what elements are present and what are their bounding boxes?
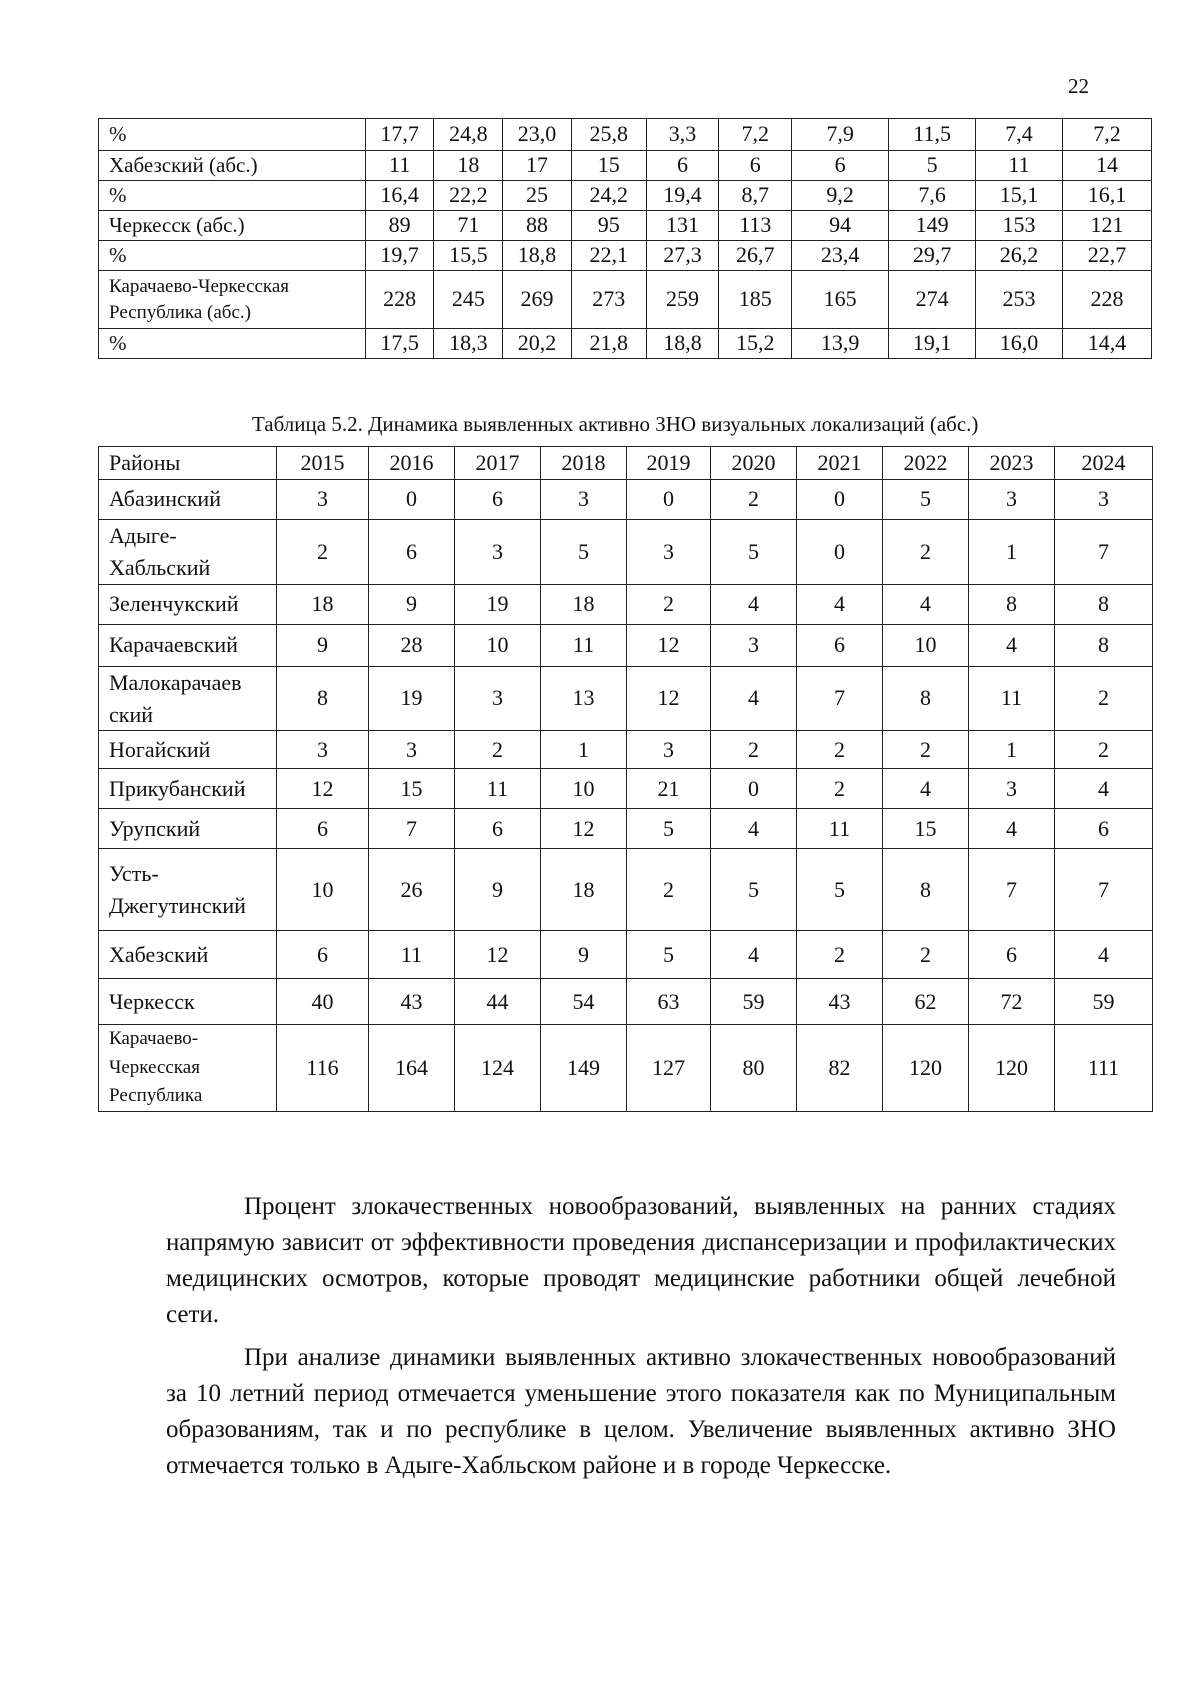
cell-value: 5 <box>541 519 627 584</box>
cell-value: 62 <box>883 979 969 1025</box>
cell-value: 3 <box>711 624 797 666</box>
cell-value: 149 <box>889 211 976 241</box>
cell-value: 6 <box>277 809 369 849</box>
cell-value: 7 <box>369 809 455 849</box>
cell-value: 19 <box>455 584 541 624</box>
cell-value: 23,0 <box>503 119 572 151</box>
cell-value: 18 <box>541 584 627 624</box>
row-label: % <box>99 181 366 211</box>
row-label <box>99 1025 277 1112</box>
cell-value: 20,2 <box>503 329 572 359</box>
cell-value: 15 <box>571 151 646 181</box>
cell-value: 23,4 <box>792 241 889 271</box>
cell-value: 4 <box>883 584 969 624</box>
row-label-line: Карачаево-Черкесская <box>109 275 290 297</box>
cell-value: 4 <box>969 809 1055 849</box>
cell-value: 5 <box>627 809 711 849</box>
cell-value: 17 <box>503 151 572 181</box>
cell-value: 80 <box>711 1025 797 1112</box>
cell-value: 94 <box>792 211 889 241</box>
cell-value: 72 <box>969 979 1055 1025</box>
cell-value: 7,2 <box>1062 119 1151 151</box>
cell-value: 11 <box>797 809 883 849</box>
row-label <box>99 769 277 809</box>
cell-value: 4 <box>711 931 797 979</box>
row-label-line: Черкесск <box>109 989 195 1014</box>
cell-value: 3 <box>277 731 369 769</box>
cell-value: 5 <box>883 479 969 519</box>
cell-value: 44 <box>455 979 541 1025</box>
cell-value: 228 <box>1062 271 1151 329</box>
cell-value: 26,2 <box>976 241 1063 271</box>
table-visual-localizations <box>98 446 1153 1112</box>
cell-value: 2 <box>797 769 883 809</box>
cell-value: 16,4 <box>365 181 434 211</box>
cell-value: 11 <box>369 931 455 979</box>
row-label-line: Адыге- <box>109 522 177 548</box>
cell-value: 4 <box>797 584 883 624</box>
cell-value: 22,2 <box>434 181 503 211</box>
cell-value: 185 <box>719 271 792 329</box>
cell-value: 2 <box>627 584 711 624</box>
cell-value: 24,8 <box>434 119 503 151</box>
cell-value: 3 <box>627 519 711 584</box>
cell-value: 5 <box>797 849 883 931</box>
table-row <box>99 666 1153 731</box>
cell-value: 120 <box>969 1025 1055 1112</box>
cell-value: 63 <box>627 979 711 1025</box>
row-label <box>99 809 277 849</box>
cell-value: 8 <box>883 849 969 931</box>
cell-value: 59 <box>711 979 797 1025</box>
header-year: 2015 <box>277 447 369 480</box>
table-row <box>99 769 1153 809</box>
cell-value: 22,7 <box>1062 241 1151 271</box>
cell-value: 10 <box>883 624 969 666</box>
header-year: 2016 <box>369 447 455 480</box>
cell-value: 120 <box>883 1025 969 1112</box>
cell-value: 4 <box>1055 769 1153 809</box>
cell-value: 8 <box>277 666 369 731</box>
cell-value: 273 <box>571 271 646 329</box>
cell-value: 82 <box>797 1025 883 1112</box>
row-label-line: Абазинский <box>109 486 221 512</box>
header-year: 2020 <box>711 447 797 480</box>
cell-value: 3 <box>1055 479 1153 519</box>
cell-value: 6 <box>369 519 455 584</box>
cell-value: 7,9 <box>792 119 889 151</box>
row-label-line: Хабльский <box>109 554 211 580</box>
cell-value: 11 <box>976 151 1063 181</box>
cell-value: 7 <box>797 666 883 731</box>
cell-value: 19,4 <box>646 181 719 211</box>
cell-value: 28 <box>369 624 455 666</box>
cell-value: 12 <box>277 769 369 809</box>
cell-value: 43 <box>369 979 455 1025</box>
cell-value: 3 <box>969 769 1055 809</box>
table-row <box>99 151 1152 181</box>
cell-value: 3 <box>541 479 627 519</box>
row-label-line: Прикубанский <box>109 776 246 801</box>
cell-value: 116 <box>277 1025 369 1112</box>
row-label-line: ский <box>109 701 153 727</box>
cell-value: 43 <box>797 979 883 1025</box>
cell-value: 2 <box>711 479 797 519</box>
row-label <box>99 584 277 624</box>
cell-value: 7,4 <box>976 119 1063 151</box>
cell-value: 13 <box>541 666 627 731</box>
cell-value: 18 <box>541 849 627 931</box>
paragraph-text: При анализе динамики выявленных активно злокачественных новообразований за 10 летний период отмечается уменьшение этого показателя как по Муниципальным образованиям, так и по республике в целом. Увеличение выявленных активно ЗНО отмечается только в Адыге-Хабльском районе и в городе Черкесске. <box>166 1344 1116 1479</box>
cell-value: 2 <box>1055 731 1153 769</box>
header-year: 2019 <box>627 447 711 480</box>
cell-value: 14 <box>1062 151 1151 181</box>
cell-value: 0 <box>369 479 455 519</box>
cell-value: 259 <box>646 271 719 329</box>
row-label <box>99 979 277 1025</box>
row-label-line: Карачаево- <box>109 1028 199 1050</box>
cell-value: 7 <box>1055 519 1153 584</box>
cell-value: 18,8 <box>646 329 719 359</box>
cell-value: 121 <box>1062 211 1151 241</box>
cell-value: 164 <box>369 1025 455 1112</box>
cell-value: 26,7 <box>719 241 792 271</box>
cell-value: 11 <box>969 666 1055 731</box>
cell-value: 25,8 <box>571 119 646 151</box>
cell-value: 1 <box>969 731 1055 769</box>
row-label <box>99 271 366 329</box>
cell-value: 12 <box>455 931 541 979</box>
cell-value: 7,6 <box>889 181 976 211</box>
cell-value: 4 <box>1055 931 1153 979</box>
cell-value: 4 <box>969 624 1055 666</box>
cell-value: 4 <box>711 809 797 849</box>
cell-value: 9 <box>541 931 627 979</box>
cell-value: 17,7 <box>365 119 434 151</box>
cell-value: 3 <box>369 731 455 769</box>
cell-value: 127 <box>627 1025 711 1112</box>
header-label: Районы <box>99 447 277 480</box>
header-year: 2018 <box>541 447 627 480</box>
header-year: 2021 <box>797 447 883 480</box>
cell-value: 7 <box>1055 849 1153 931</box>
cell-value: 6 <box>455 809 541 849</box>
cell-value: 8 <box>969 584 1055 624</box>
row-label: % <box>99 241 366 271</box>
cell-value: 8 <box>1055 624 1153 666</box>
cell-value: 2 <box>797 731 883 769</box>
table-row <box>99 119 1152 151</box>
cell-value: 2 <box>883 731 969 769</box>
cell-value: 10 <box>455 624 541 666</box>
cell-value: 3 <box>455 666 541 731</box>
cell-value: 2 <box>883 519 969 584</box>
table-continuation <box>98 118 1152 359</box>
page-number: 22 <box>1068 74 1089 98</box>
cell-value: 6 <box>646 151 719 181</box>
row-label-line: Ногайский <box>109 737 211 762</box>
table-row <box>99 211 1152 241</box>
row-label-line: Карачаевский <box>109 632 238 658</box>
cell-value: 13,9 <box>792 329 889 359</box>
row-label-line: Малокарачаев <box>109 669 242 695</box>
cell-value: 5 <box>711 519 797 584</box>
paragraph-text: Процент злокачественных новообразований, выявленных на ранних стадиях напрямую зависит от эффективности проведения диспансеризации и профилактических медицинских осмотров, которые проводят медицинские работники общей лечебной сети. <box>166 1193 1116 1328</box>
cell-value: 7,2 <box>719 119 792 151</box>
row-label: % <box>99 119 366 151</box>
cell-value: 14,4 <box>1062 329 1151 359</box>
cell-value: 253 <box>976 271 1063 329</box>
cell-value: 3 <box>969 479 1055 519</box>
cell-value: 6 <box>719 151 792 181</box>
cell-value: 11 <box>541 624 627 666</box>
cell-value: 16,0 <box>976 329 1063 359</box>
row-label <box>99 849 277 931</box>
cell-value: 2 <box>797 931 883 979</box>
table-row <box>99 931 1153 979</box>
row-label-line: Республика (абс.) <box>109 301 251 323</box>
cell-value: 15 <box>369 769 455 809</box>
cell-value: 18,3 <box>434 329 503 359</box>
cell-value: 12 <box>627 666 711 731</box>
cell-value: 6 <box>1055 809 1153 849</box>
cell-value: 3 <box>277 479 369 519</box>
cell-value: 131 <box>646 211 719 241</box>
table-row <box>99 809 1153 849</box>
row-label <box>99 931 277 979</box>
cell-value: 6 <box>277 931 369 979</box>
cell-value: 8 <box>883 666 969 731</box>
cell-value: 3,3 <box>646 119 719 151</box>
cell-value: 5 <box>627 931 711 979</box>
table-row <box>99 584 1153 624</box>
cell-value: 11,5 <box>889 119 976 151</box>
cell-value: 6 <box>455 479 541 519</box>
cell-value: 5 <box>711 849 797 931</box>
cell-value: 1 <box>969 519 1055 584</box>
cell-value: 16,1 <box>1062 181 1151 211</box>
cell-value: 111 <box>1055 1025 1153 1112</box>
cell-value: 124 <box>455 1025 541 1112</box>
cell-value: 15,2 <box>719 329 792 359</box>
cell-value: 18,8 <box>503 241 572 271</box>
table-row <box>99 624 1153 666</box>
cell-value: 8 <box>1055 584 1153 624</box>
row-label <box>99 519 277 584</box>
cell-value: 0 <box>711 769 797 809</box>
header-year: 2017 <box>455 447 541 480</box>
cell-value: 19,1 <box>889 329 976 359</box>
cell-value: 4 <box>711 666 797 731</box>
cell-value: 228 <box>365 271 434 329</box>
cell-value: 15 <box>883 809 969 849</box>
cell-value: 17,5 <box>365 329 434 359</box>
row-label-line: Республика <box>109 1085 203 1107</box>
cell-value: 6 <box>792 151 889 181</box>
cell-value: 2 <box>883 931 969 979</box>
cell-value: 71 <box>434 211 503 241</box>
cell-value: 95 <box>571 211 646 241</box>
paragraph-dynamics <box>166 1340 1116 1484</box>
cell-value: 9 <box>455 849 541 931</box>
cell-value: 165 <box>792 271 889 329</box>
table-row <box>99 519 1153 584</box>
row-label-line: Джегутинский <box>109 892 246 918</box>
cell-value: 18 <box>277 584 369 624</box>
cell-value: 6 <box>969 931 1055 979</box>
cell-value: 2 <box>627 849 711 931</box>
row-label <box>99 731 277 769</box>
cell-value: 10 <box>541 769 627 809</box>
cell-value: 3 <box>455 519 541 584</box>
table-row <box>99 1025 1153 1112</box>
cell-value: 24,2 <box>571 181 646 211</box>
paragraph-early-stage <box>166 1189 1116 1333</box>
row-label <box>99 666 277 731</box>
header-row <box>99 447 1153 480</box>
cell-value: 5 <box>889 151 976 181</box>
cell-value: 269 <box>503 271 572 329</box>
cell-value: 15,5 <box>434 241 503 271</box>
header-year: 2024 <box>1055 447 1153 480</box>
cell-value: 59 <box>1055 979 1153 1025</box>
table-row <box>99 329 1152 359</box>
header-year: 2023 <box>969 447 1055 480</box>
cell-value: 0 <box>797 479 883 519</box>
cell-value: 11 <box>365 151 434 181</box>
cell-value: 4 <box>711 584 797 624</box>
table-row <box>99 241 1152 271</box>
cell-value: 3 <box>627 731 711 769</box>
row-label-line: Зеленчукский <box>109 591 239 617</box>
cell-value: 0 <box>797 519 883 584</box>
row-label: Черкесск (абс.) <box>99 211 366 241</box>
row-label <box>99 479 277 519</box>
table-row <box>99 271 1152 329</box>
row-label-line: Усть- <box>109 861 159 887</box>
cell-value: 10 <box>277 849 369 931</box>
cell-value: 245 <box>434 271 503 329</box>
cell-value: 54 <box>541 979 627 1025</box>
cell-value: 27,3 <box>646 241 719 271</box>
cell-value: 1 <box>541 731 627 769</box>
cell-value: 19,7 <box>365 241 434 271</box>
row-label-line: Урупский <box>109 816 201 841</box>
cell-value: 21 <box>627 769 711 809</box>
cell-value: 4 <box>883 769 969 809</box>
cell-value: 29,7 <box>889 241 976 271</box>
row-label-line: Хабезский <box>109 942 209 967</box>
cell-value: 2 <box>277 519 369 584</box>
cell-value: 11 <box>455 769 541 809</box>
cell-value: 149 <box>541 1025 627 1112</box>
cell-value: 40 <box>277 979 369 1025</box>
row-label: % <box>99 329 366 359</box>
cell-value: 26 <box>369 849 455 931</box>
table-row <box>99 979 1153 1025</box>
cell-value: 0 <box>627 479 711 519</box>
row-label-line: Черкесская <box>109 1056 200 1078</box>
cell-value: 12 <box>541 809 627 849</box>
cell-value: 19 <box>369 666 455 731</box>
table-row <box>99 731 1153 769</box>
cell-value: 6 <box>797 624 883 666</box>
cell-value: 2 <box>1055 666 1153 731</box>
cell-value: 89 <box>365 211 434 241</box>
table-row <box>99 181 1152 211</box>
cell-value: 25 <box>503 181 572 211</box>
table-caption: Таблица 5.2. Динамика выявленных активно ЗНО визуальных локализаций (абс.) <box>252 412 979 436</box>
cell-value: 9 <box>277 624 369 666</box>
cell-value: 88 <box>503 211 572 241</box>
cell-value: 9,2 <box>792 181 889 211</box>
cell-value: 7 <box>969 849 1055 931</box>
row-label: Хабезский (абс.) <box>99 151 366 181</box>
cell-value: 274 <box>889 271 976 329</box>
cell-value: 8,7 <box>719 181 792 211</box>
table-row <box>99 849 1153 931</box>
cell-value: 21,8 <box>571 329 646 359</box>
cell-value: 18 <box>434 151 503 181</box>
header-year: 2022 <box>883 447 969 480</box>
cell-value: 2 <box>455 731 541 769</box>
cell-value: 22,1 <box>571 241 646 271</box>
cell-value: 2 <box>711 731 797 769</box>
cell-value: 15,1 <box>976 181 1063 211</box>
cell-value: 12 <box>627 624 711 666</box>
table-row <box>99 479 1153 519</box>
row-label <box>99 624 277 666</box>
cell-value: 9 <box>369 584 455 624</box>
cell-value: 113 <box>719 211 792 241</box>
cell-value: 153 <box>976 211 1063 241</box>
